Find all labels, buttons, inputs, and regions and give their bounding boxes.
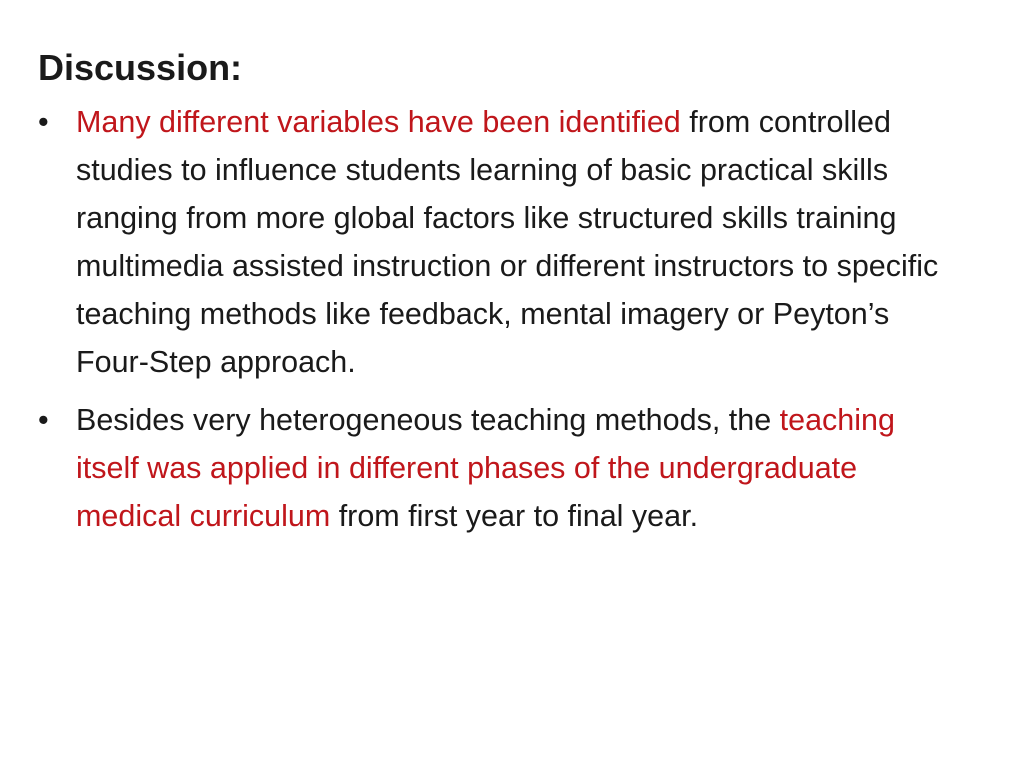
slide-title: Discussion: — [38, 47, 243, 88]
bullet-lead: Besides very heterogeneous teaching methods, the — [76, 403, 780, 437]
bullet-highlight: Many different variables have been identified — [76, 105, 681, 139]
bullet-item-teaching-phases — [38, 396, 964, 540]
bullet-highlight: teaching itself was applied in different phases of the undergraduate medical curriculum — [76, 403, 895, 533]
bullet-list — [38, 98, 964, 540]
bullet-dot-icon: • — [38, 105, 49, 139]
bullet-text: from controlled studies to influence students learning of basic practical skills ranging from more global factors like structured skills training multimedia assisted instruction or different instructors to specific teaching methods like feedback, mental imagery or Peyton’s Four-Step approach. — [76, 105, 939, 379]
bullet-dot-icon: • — [38, 403, 49, 437]
bullet-item-variables — [38, 98, 964, 386]
bullet-text: from first year to final year. — [330, 499, 699, 533]
